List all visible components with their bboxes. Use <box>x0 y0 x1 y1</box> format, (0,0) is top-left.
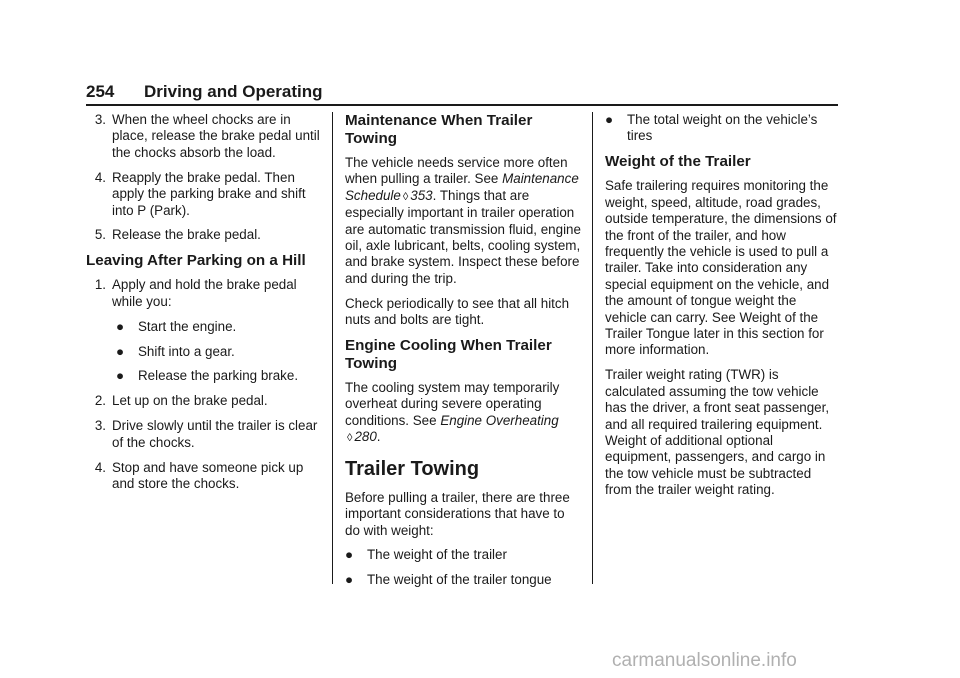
column-divider <box>332 112 333 584</box>
step-number: 2. <box>94 393 106 409</box>
step-text: Drive slowly until the trailer is clear of the chocks. <box>112 418 318 450</box>
section-heading: Leaving After Parking on a Hill <box>86 252 306 270</box>
link-text: Engine Overheating <box>440 412 559 428</box>
paragraph: Safe trailering requires monitoring the weight, speed, altitude, road grades, outside temperature, the dimensions of the front of the trailer, and how frequently the vehicle is used to pull a trailer. Take into consideration any special equipment on the vehicle, and the amount of tongue weight the vehicle can carry. See Weight of the Trailer Tongue later in this section for more information. <box>605 178 837 358</box>
bullet-text: Release the parking brake. <box>138 368 299 384</box>
bullet-icon: ● <box>345 572 354 588</box>
bullet-icon: ● <box>605 112 614 127</box>
step-text: Reapply the brake pedal. Then apply the parking brake and shift into P (Park). <box>112 169 306 218</box>
link-page: 280 <box>354 429 377 445</box>
column-3 <box>605 112 841 507</box>
bullet-item <box>86 344 320 360</box>
page-ref-icon: ◊ <box>402 190 409 203</box>
bullet-text: Start the engine. <box>138 318 237 334</box>
paragraph <box>345 155 581 287</box>
bullet-icon: ● <box>116 318 125 334</box>
section-heading: Maintenance When Trailer Towing <box>345 112 533 147</box>
bullet-item <box>86 368 320 384</box>
list-item <box>86 112 320 161</box>
paragraph-text: The vehicle needs service more often when pulling a trailer. See <box>345 155 568 187</box>
step-number: 3. <box>94 418 106 434</box>
section-heading: Weight of the Trailer <box>605 153 751 171</box>
bullet-text: The total weight on the vehicle’s tires <box>627 112 818 144</box>
step-text: Let up on the brake pedal. <box>112 393 268 409</box>
step-number: 4. <box>94 459 106 475</box>
paragraph: Before pulling a trailer, there are three important considerations that have to do with weight: <box>345 489 570 538</box>
paragraph-text: . <box>376 429 381 445</box>
paragraph-text: The cooling system may temporarily overheat during severe operating conditions. See <box>345 380 560 428</box>
bullet-item <box>86 319 320 335</box>
list-item <box>86 418 320 451</box>
paragraph <box>345 380 581 447</box>
step-text: Release the brake pedal. <box>112 227 261 243</box>
link-text: Maintenance Schedule <box>345 171 579 203</box>
paragraph: Trailer weight rating (TWR) is calculated assuming the tow vehicle has the driver, a front seat passenger, and all required trailering equipment. Weight of additional optional equipment, passengers, and cargo in the tow vehicle must be subtracted from the trailer weight rating. <box>605 367 830 498</box>
column-2 <box>345 112 581 597</box>
watermark: carmanualsonline.info <box>612 650 797 671</box>
link-page: 353 <box>410 187 433 203</box>
bullet-icon: ● <box>116 368 125 384</box>
chapter-heading: Trailer Towing <box>345 457 480 480</box>
bullet-item <box>345 572 581 588</box>
page-number: 254 <box>86 82 115 101</box>
bullet-icon: ● <box>345 547 354 563</box>
step-number: 3. <box>94 112 106 127</box>
page-ref-icon: ◊ <box>347 432 353 445</box>
step-text: Stop and have someone pick up and store the chocks. <box>112 459 304 491</box>
section-heading: Engine Cooling When Trailer Towing <box>345 337 552 373</box>
list-item <box>86 277 320 310</box>
column-divider <box>592 112 593 584</box>
paragraph-text: . Things that are especially important in trailer operation are automatic transmission fluid, engine oil, axle lubricant, belts, cooling system, and brake system. Inspect these before and during the trip. <box>345 187 581 286</box>
section-title: Driving and Operating <box>144 82 323 101</box>
step-number: 4. <box>94 169 106 185</box>
step-text: When the wheel chocks are in place, release the brake pedal until the chocks absorb the load. <box>112 112 320 160</box>
bullet-item <box>345 547 581 563</box>
bullet-text: The weight of the trailer tongue <box>367 572 552 588</box>
list-item <box>86 460 320 493</box>
bullet-item <box>605 112 841 145</box>
bullet-text: Shift into a gear. <box>138 343 235 359</box>
bullet-icon: ● <box>116 343 125 359</box>
column-1 <box>86 112 320 501</box>
list-item <box>86 393 320 409</box>
step-number: 5. <box>94 227 106 243</box>
paragraph: Check periodically to see that all hitch nuts and bolts are tight. <box>345 295 570 328</box>
list-item <box>86 170 320 219</box>
step-text: Apply and hold the brake pedal while you: <box>112 277 297 309</box>
list-item <box>86 227 320 243</box>
step-number: 1. <box>94 277 106 293</box>
bullet-text: The weight of the trailer <box>367 547 507 563</box>
header-rule <box>86 104 838 106</box>
page-header <box>86 82 838 102</box>
